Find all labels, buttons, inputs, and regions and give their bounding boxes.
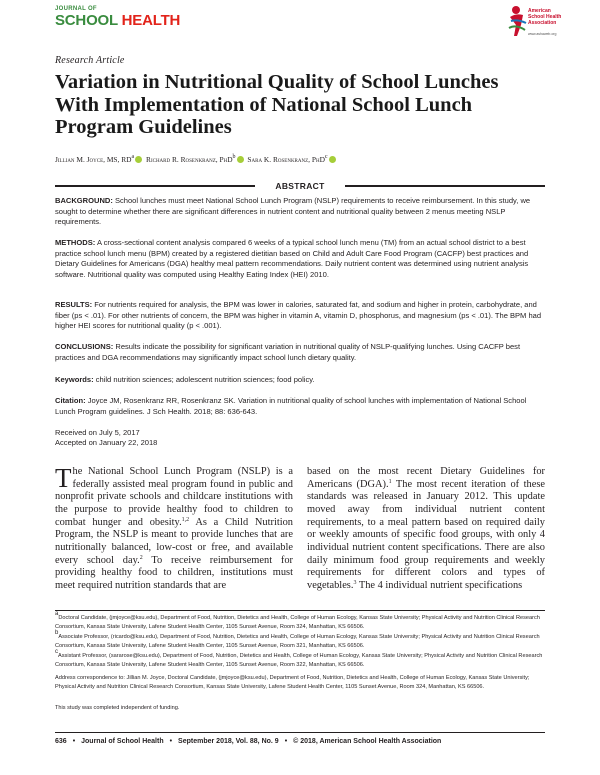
correspondence-note: Address correspondence to: Jillian M. Joyce, Doctoral Candidate, (jmjoyce@ksu.edu), Department of Food, Nutrition, Dietetics and Health, College of Human Ecology, Kansas State University; Physical Activity and Nutrition Clinical Research Consortium, Kansas State University, Lafene Student Health Center, 1105 Sunset Avenue, Room 324, Manhattan, KS 66506. bbox=[55, 675, 530, 690]
author-name: Richard R. Rosenkranz, PhD bbox=[146, 155, 233, 164]
asha-figure-icon bbox=[508, 3, 528, 37]
asha-url: www.ashaweb.org bbox=[528, 32, 557, 36]
accepted-date: Accepted on January 22, 2018 bbox=[55, 438, 158, 447]
article-type: Research Article bbox=[55, 55, 125, 66]
citation: Citation: Joyce JM, Rosenkranz RR, Rosenkranz SK. Variation in nutritional quality of school lunches with implementation of National School Lunch Program guidelines. J Sch Health. 2018; 88: 636-643. bbox=[55, 396, 527, 416]
abstract-results: RESULTS: For nutrients required for analysis, the BPM was lower in calories, saturated fat, and sodium and higher in protein, carbohydrate, and fiber (ps < .01). For other nutrients of concern, the BPM was higher in vitamin A, vitamin D, phosphorus, and magnesium (ps < .01). The BPM had higher HEI scores for nutritional quality (p < .001). bbox=[55, 300, 542, 330]
asha-logo bbox=[508, 3, 570, 39]
footnote-a: $^a$Doctoral Candidate, (jmjoyce@ksu.edu), Department of Food, Nutrition, Dietetics and Health, College of Human Ecology, Kansas State University; Physical Activity and Nutrition Clinical Research Consortium, Kansas State University, Lafene Student Health Center, 1105 Sunset Avenue, Room 324, Manhattan, KS 66506. bbox=[55, 611, 540, 630]
issue-info: September 2018, Vol. 88, No. 9 bbox=[178, 738, 279, 745]
asha-line2: School Health Association bbox=[528, 14, 562, 26]
page-number: 636 bbox=[55, 738, 67, 745]
journal-name: Journal of School Health bbox=[81, 738, 164, 745]
page-footer: 636 • Journal of School Health • September 2018, Vol. 88, No. 9 • © 2018, American School Health Association bbox=[55, 738, 442, 745]
article-title: Variation in Nutritional Quality of School Lunches With Implementation of National School Lunch Program Guidelines bbox=[55, 71, 499, 138]
journal-logo bbox=[55, 6, 180, 29]
divider bbox=[55, 732, 545, 733]
divider bbox=[345, 185, 545, 187]
author-name: Sara K. Rosenkranz, PhD bbox=[247, 155, 325, 164]
orcid-icon[interactable] bbox=[237, 156, 244, 163]
funding-note: This study was completed independent of funding. bbox=[55, 705, 180, 711]
orcid-icon[interactable] bbox=[329, 156, 336, 163]
author-list: Jillian M. Joyce, MS, $RD^a$ Richard R. Rosenkranz, PhD$^b$ Sara K. Rosenkranz, PhD$^c$ bbox=[55, 155, 338, 164]
abstract-conclusions: CONCLUSIONS: Results indicate the possibility for significant variation in nutritional quality of NSLP-qualifying lunches. Using CACFP best practices and DGA recommendations may significantly impact school lunch dietary quality. bbox=[55, 342, 521, 362]
footnote-c: $^c$Assistant Professor, (sararose@ksu.edu), Department of Food, Nutrition, Dietetics and Health, College of Human Ecology, Kansas State University; Physical Activity and Nutrition Clinical Research Consortium, Kansas State University, Lafene Student Health Center, 1105 Sunset Avenue, Room 322, Manhattan, KS 66506. bbox=[55, 649, 543, 668]
body-right-column: based on the most recent Dietary Guidelines for Americans (DGA).$^1$ The most recent iteration of these standards was released in January 2012. This update moved away from individual nutrient content requirements, to a meal pattern based on required daily or weekly amounts of specific food groups, with only 4 individual nutrient content specifications. There are also daily minimum food group requirements and weekly requirements for different colors and types of vegetables.$^3$ The 4 individual nutrient specifications bbox=[307, 466, 545, 591]
received-date: Received on July 5, 2017 bbox=[55, 428, 140, 437]
abstract-background: BACKGROUND: School lunches must meet National School Lunch Program (NSLP) requirements to receive reimbursement. In this study, we sought to determine whether there are significant differences in nutrient content and nutritional quality between 2 menus meeting NSLP requirements. bbox=[55, 196, 531, 226]
abstract-keywords: Keywords: child nutrition sciences; adolescent nutrition sciences; food policy. bbox=[55, 375, 315, 384]
abstract-methods: METHODS: A cross-sectional content analysis compared 6 weeks of a typical school lunch menu (TM) from an actual school district to a best practice school lunch menu (BPM) created by a registered dietitian based on Child and Adult Care Food Program (CACFP) best practices and Dietary Guidelines for Americans (DGA) healthy meal pattern recommendations. Daily nutrient content was determined using nutrient analysis software. Nutritional quality was computed using Healthy Eating Index (HEI) 2010. bbox=[55, 238, 529, 279]
orcid-icon[interactable] bbox=[135, 156, 142, 163]
journal-logo-small: JOURNAL OF bbox=[55, 6, 97, 12]
abstract-heading: ABSTRACT bbox=[55, 181, 545, 191]
journal-logo-name: SCHOOL HEALTH bbox=[55, 12, 181, 29]
footnote-b: $^b$Associate Professor, (ricardo@ksu.edu), Department of Food, Nutrition, Dietetics and Health, College of Human Ecology, Kansas State University; Physical Activity and Nutrition Clinical Research Consortium, Kansas State University, Lafene Student Health Center, 1105 Sunset Avenue, Room 321, Manhattan, KS 66506. bbox=[55, 630, 540, 649]
drop-cap: T bbox=[55, 463, 72, 493]
author-name: Jillian M. Joyce, MS, RD bbox=[55, 155, 132, 164]
copyright: © 2018, American School Health Association bbox=[293, 738, 442, 745]
asha-line1: American bbox=[528, 8, 551, 14]
divider bbox=[55, 610, 545, 611]
body-left-column: The National School Lunch Program (NSLP) is a federally assisted meal program found in public and nonprofit private schools and childcare institutions with the purpose to provide healthy food to children to combat hunger and obesity.$^{1,2}$ As a Child Nutrition Program, the NSLP is meant to provide lunches that are nutritionally balanced, low-cost or free, and available every school day.$^2$ To receive reimbursement for providing healthy food to children, institutions must meet required nutrition standards that are bbox=[55, 463, 294, 591]
